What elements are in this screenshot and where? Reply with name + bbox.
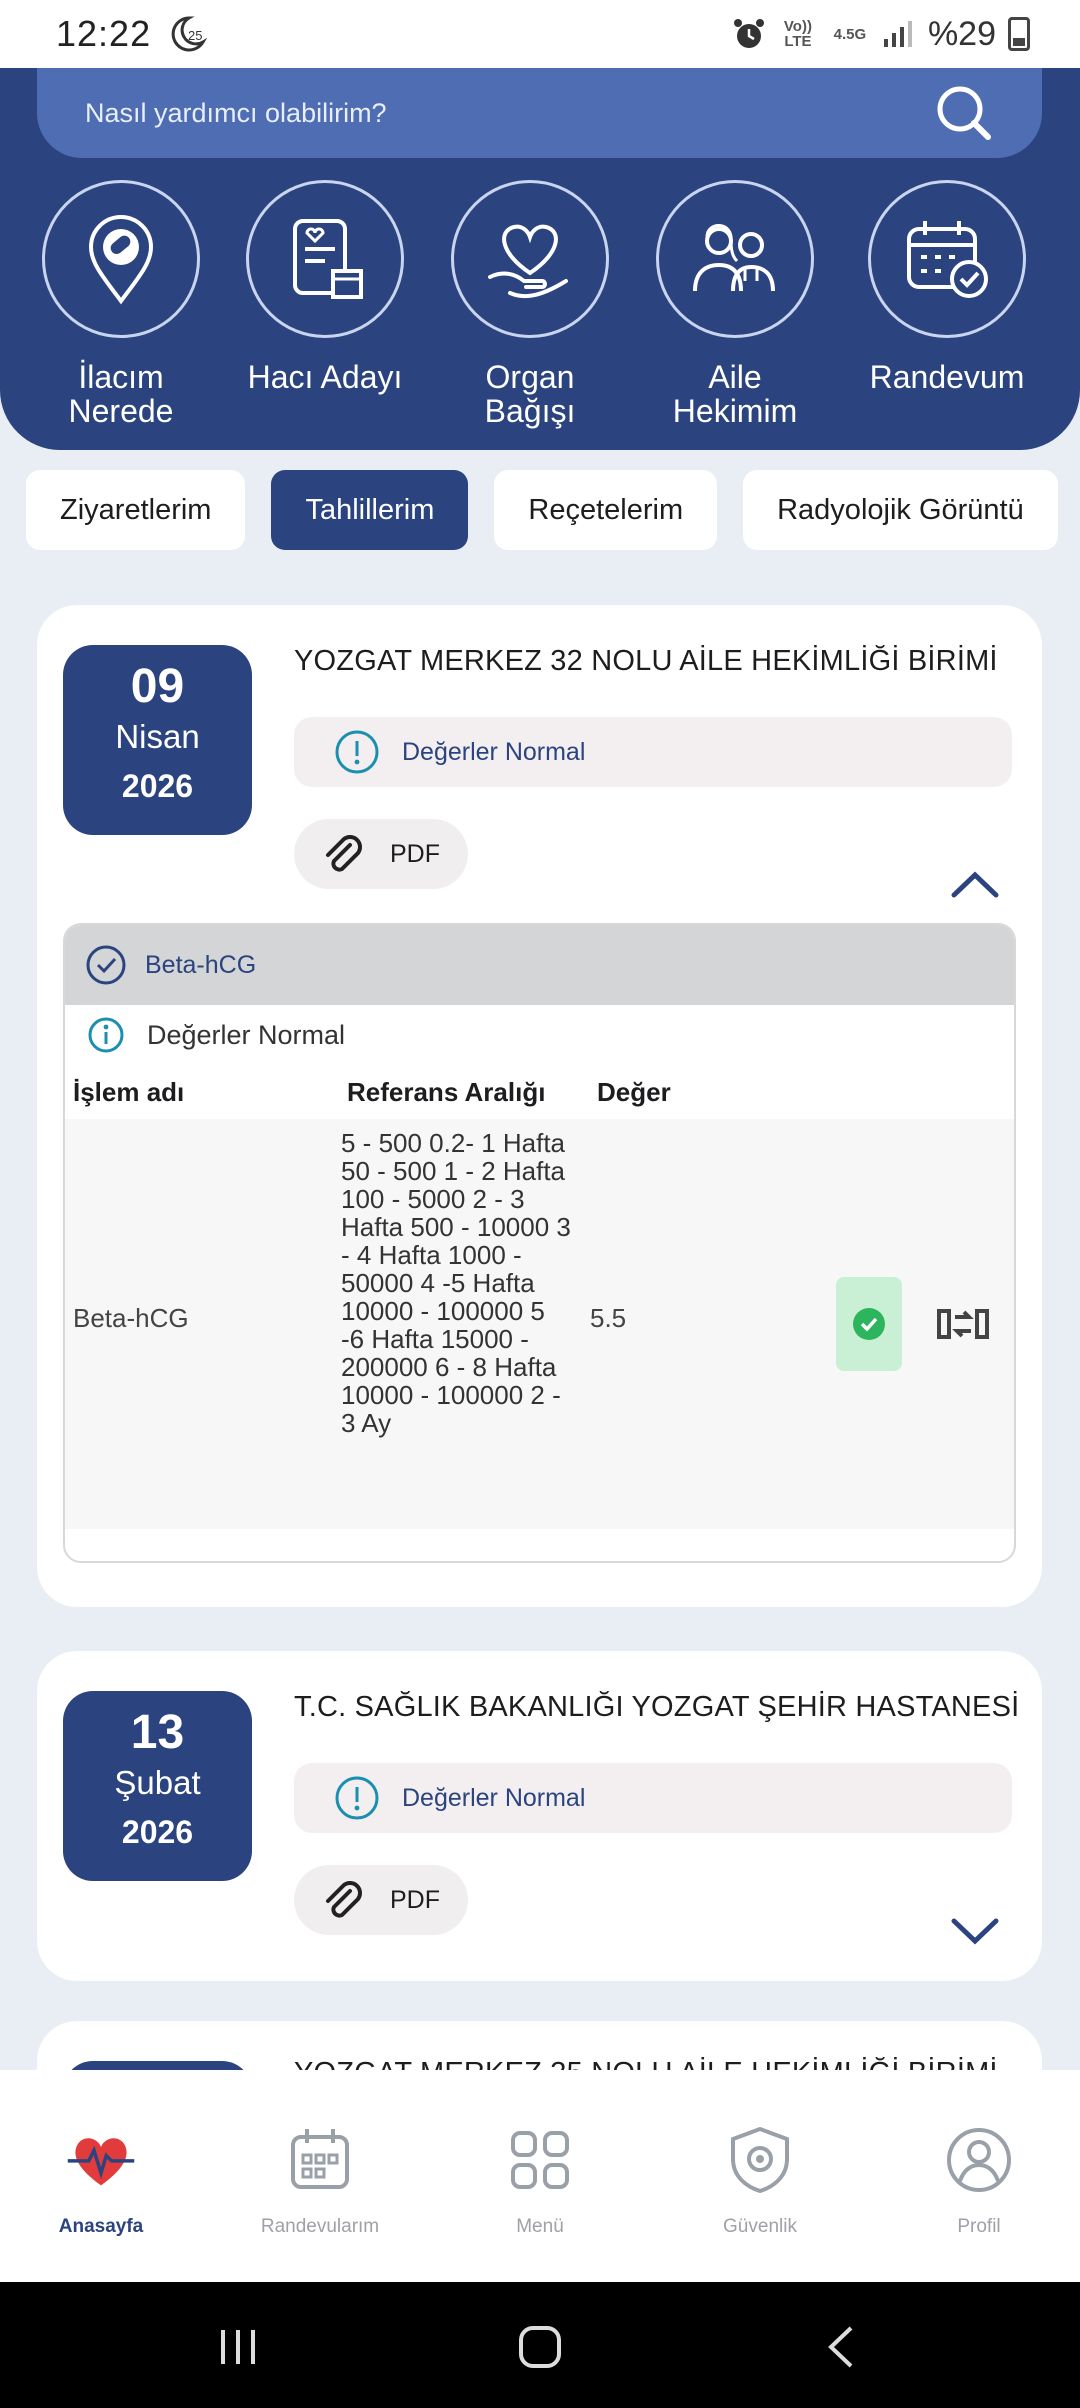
- nav-anasayfa[interactable]: [21, 2125, 181, 2238]
- service-label: İlacım Nerede: [68, 359, 174, 429]
- result-detail-panel: [63, 923, 1016, 1563]
- compare-icon[interactable]: [933, 1299, 993, 1349]
- nav-label: Menü: [516, 2216, 564, 2237]
- pill-location-icon: [73, 211, 169, 307]
- search-placeholder[interactable]: Nasıl yardımcı olabilirim?: [85, 97, 387, 128]
- date-month: Şubat: [114, 1764, 201, 1801]
- status-time: 12:22: [56, 13, 152, 54]
- nav-label: Anasayfa: [58, 2216, 144, 2237]
- home-icon[interactable]: [515, 2322, 565, 2372]
- nav-menu[interactable]: [460, 2125, 620, 2238]
- system-navigation-bar: [0, 2282, 1080, 2408]
- status-pill: [294, 1763, 1012, 1833]
- search-icon[interactable]: [934, 83, 994, 143]
- exclamation-icon: [334, 1775, 380, 1821]
- tab-tahlillerim[interactable]: Tahlillerim: [271, 470, 468, 550]
- nav-label: Randevularım: [260, 2216, 380, 2237]
- pdf-label[interactable]: PDF: [390, 1885, 440, 1914]
- moon-icon: [167, 14, 207, 54]
- date-year: 2026: [121, 768, 194, 804]
- tab-ziyaretlerim[interactable]: Ziyaretlerim: [26, 470, 245, 550]
- network-type: 4.5G: [833, 25, 867, 43]
- test-name: Beta-hCG: [145, 950, 257, 979]
- date-year: 2026: [121, 1814, 194, 1850]
- exclamation-icon: [334, 729, 380, 775]
- service-ilacim-nerede[interactable]: [31, 180, 211, 428]
- calendar-icon: [285, 2125, 355, 2195]
- date-day: 09: [130, 660, 185, 713]
- paperclip-icon: [320, 1877, 366, 1923]
- doctors-icon: [685, 211, 785, 307]
- paperclip-icon: [320, 831, 366, 877]
- signal-icon: [882, 19, 916, 49]
- date-badge: [63, 1691, 252, 1881]
- service-randevum[interactable]: [857, 180, 1037, 394]
- row-value: 5.5: [590, 1303, 627, 1333]
- row-test-name: Beta-hCG: [73, 1303, 189, 1333]
- calendar-check-icon: [899, 211, 995, 307]
- search-bar[interactable]: [37, 68, 1042, 158]
- table-header: [65, 1065, 1014, 1119]
- service-label: Organ Bağışı: [484, 359, 576, 429]
- test-header[interactable]: [65, 925, 1014, 1005]
- nav-label: Güvenlik: [723, 2216, 797, 2237]
- profile-icon: [944, 2125, 1014, 2195]
- services-row: [0, 180, 1080, 440]
- lab-result-card: [37, 1651, 1042, 1981]
- chevron-down-icon[interactable]: [950, 1915, 1000, 1949]
- col-referans: Referans Aralığı: [347, 1076, 546, 1107]
- nav-profil[interactable]: [899, 2125, 1059, 2238]
- service-label: Aile Hekimim: [672, 359, 798, 429]
- battery-icon: [1008, 17, 1030, 51]
- grid-icon: [505, 2125, 575, 2195]
- shield-gear-icon: [725, 2125, 795, 2195]
- service-label: Randevum: [869, 359, 1025, 395]
- check-circle-icon: [85, 944, 127, 986]
- nav-randevularim[interactable]: [240, 2125, 400, 2238]
- normal-badge: [836, 1277, 902, 1371]
- date-badge: [63, 645, 252, 835]
- chevron-up-icon[interactable]: [950, 867, 1000, 901]
- svg-text:25: 25: [188, 28, 203, 43]
- col-deger: Değer: [597, 1076, 671, 1107]
- tab-bar: [26, 470, 1080, 552]
- status-text: Değerler Normal: [402, 737, 586, 766]
- service-organ-bagisi[interactable]: [440, 180, 620, 428]
- service-label: Hacı Adayı: [247, 359, 403, 395]
- document-kaaba-icon: [277, 211, 373, 307]
- tab-recetelerim[interactable]: Reçetelerim: [494, 470, 717, 550]
- nav-label: Profil: [957, 2216, 1001, 2237]
- recent-apps-icon[interactable]: [213, 2322, 263, 2372]
- tab-radyolojik-goruntu[interactable]: Radyolojik Görüntü: [743, 470, 1058, 550]
- date-month: Nisan: [115, 718, 200, 755]
- heart-hand-icon: [480, 211, 580, 307]
- status-pill: [294, 717, 1012, 787]
- info-icon: [87, 1016, 125, 1054]
- pdf-label[interactable]: PDF: [390, 839, 440, 868]
- nav-guvenlik[interactable]: [680, 2125, 840, 2238]
- status-text: Değerler Normal: [402, 1783, 586, 1812]
- heart-pulse-logo-icon: [66, 2125, 136, 2195]
- pdf-button[interactable]: [294, 1865, 468, 1935]
- table-row: [65, 1119, 1014, 1529]
- info-text: Değerler Normal: [147, 1019, 346, 1050]
- battery-percent: %29: [927, 14, 996, 53]
- institution-name: T.C. SAĞLIK BAKANLIĞI YOZGAT ŞEHİR HASTANESİ: [294, 1691, 1020, 1723]
- volte-indicator: Vo)) LTE: [783, 18, 812, 50]
- service-haci-adayi[interactable]: [235, 180, 415, 394]
- lab-result-card: [37, 605, 1042, 1607]
- col-islem-adi: İşlem adı: [73, 1076, 185, 1107]
- bottom-navigation: [0, 2070, 1080, 2282]
- check-badge-icon: [852, 1307, 886, 1341]
- alarm-icon: [732, 17, 766, 51]
- pdf-button[interactable]: [294, 819, 468, 889]
- back-icon[interactable]: [817, 2322, 867, 2372]
- row-reference-range: 5 - 500 0.2- 1 Hafta 50 - 500 1 - 2 Hafta 100 - 5000 2 - 3 Hafta 500 - 10000 3 - 4 Hafta 1000 - 50000 4 -5 Hafta 10000 - 100000 5 -6 Hafta 15000 - 200000 6 - 8 Hafta 10000 - 100000 2 - 3 Ay: [341, 1128, 571, 1438]
- status-bar: [0, 0, 1080, 68]
- institution-name: YOZGAT MERKEZ 32 NOLU AİLE HEKİMLİĞİ BİRİMİ: [294, 645, 998, 677]
- info-row: [65, 1005, 1014, 1065]
- date-day: 13: [130, 1706, 185, 1759]
- service-aile-hekimim[interactable]: [645, 180, 825, 428]
- header: [0, 68, 1080, 450]
